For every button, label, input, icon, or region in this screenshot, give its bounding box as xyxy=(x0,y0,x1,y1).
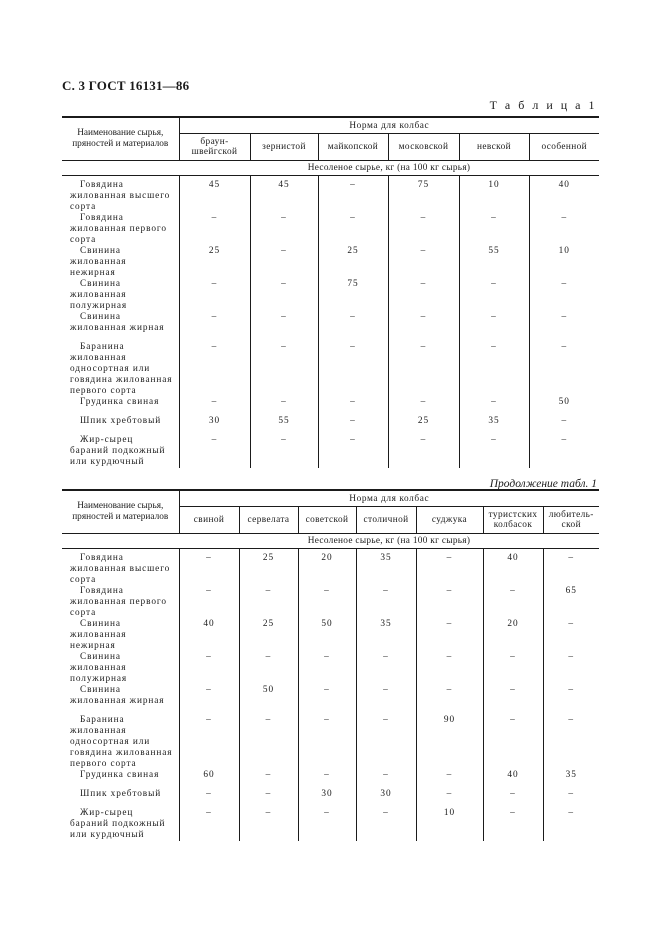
row-name: Грудинка свиная xyxy=(62,770,179,789)
name-column-header: Наименование сырья, пряностей и материалов xyxy=(62,490,179,534)
cell-value: 20 xyxy=(483,619,543,652)
cell-value: – xyxy=(483,586,543,619)
row-name: Свинина жилованная полужирная xyxy=(62,652,179,685)
cell-value: – xyxy=(179,586,239,619)
cell-value: – xyxy=(318,176,388,214)
cell-value: – xyxy=(250,397,318,416)
table-row xyxy=(62,652,599,685)
cell-value: – xyxy=(568,808,575,818)
cell-value: – xyxy=(239,789,298,808)
norm-header: Норма для колбас xyxy=(179,490,599,507)
cell-value: – xyxy=(459,279,529,312)
cell-value: – xyxy=(298,808,356,841)
cell-value: – xyxy=(388,213,459,246)
row-name: Свинина жилованная полужирная xyxy=(62,279,179,312)
cell-value: – xyxy=(356,715,416,770)
cell-value: – xyxy=(298,715,356,770)
row-name: Свинина жилованная жирная xyxy=(62,312,179,342)
cell-value: – xyxy=(356,685,416,715)
cell-value: – xyxy=(239,808,298,841)
row-name: Свинина жилованная жирная xyxy=(62,685,179,715)
cell-value: – xyxy=(416,619,483,652)
cell-value: 90 xyxy=(416,715,483,770)
cell-value: – xyxy=(318,397,388,416)
cell-value: – xyxy=(239,652,298,685)
row-name: Жир-сырец бараний подкожный или курдючный xyxy=(62,808,179,841)
cell-value: – xyxy=(298,586,356,619)
cell-value: – xyxy=(179,435,250,468)
cell-value: 65 xyxy=(565,586,577,596)
cell-value: 75 xyxy=(388,176,459,214)
table-1 xyxy=(62,116,599,468)
cell-value: – xyxy=(459,312,529,342)
cell-value: – xyxy=(250,435,318,468)
table-row xyxy=(62,808,599,841)
table-row xyxy=(62,435,599,468)
cell-value: – xyxy=(561,342,568,352)
column-header: особенной xyxy=(541,142,588,152)
cell-value: 25 xyxy=(318,246,388,279)
table-1-grid xyxy=(62,116,599,468)
subheader: Несоленое сырье, кг (на 100 кг сырья) xyxy=(179,534,599,549)
cell-value: – xyxy=(356,586,416,619)
cell-value: – xyxy=(239,586,298,619)
table-row xyxy=(62,715,599,770)
cell-value: – xyxy=(561,416,568,426)
table-row xyxy=(62,176,599,214)
column-header: майкопской xyxy=(318,134,388,161)
cell-value: 10 xyxy=(558,246,570,256)
cell-value: – xyxy=(561,213,568,223)
cell-value: – xyxy=(483,715,543,770)
cell-value: 75 xyxy=(318,279,388,312)
norm-header: Норма для колбас xyxy=(179,117,599,134)
row-name: Свинина жилованная нежирная xyxy=(62,246,179,279)
cell-value: – xyxy=(250,342,318,397)
cell-value: 40 xyxy=(558,180,570,190)
cell-value: 50 xyxy=(298,619,356,652)
cell-value: – xyxy=(318,213,388,246)
cell-value: – xyxy=(561,279,568,289)
cell-value: – xyxy=(179,685,239,715)
cell-value: – xyxy=(179,808,239,841)
cell-value: 35 xyxy=(356,549,416,587)
cell-value: – xyxy=(388,397,459,416)
cell-value: – xyxy=(318,416,388,435)
cell-value: – xyxy=(318,342,388,397)
cell-value: – xyxy=(298,652,356,685)
table-1-body xyxy=(62,176,599,469)
row-name: Грудинка свиная xyxy=(62,397,179,416)
cell-value: 25 xyxy=(239,549,298,587)
row-name: Свинина жилованная нежирная xyxy=(62,619,179,652)
cell-value: – xyxy=(179,342,250,397)
cell-value: – xyxy=(356,652,416,685)
table-row xyxy=(62,342,599,397)
cell-value: – xyxy=(483,808,543,841)
column-header: советской xyxy=(298,507,356,534)
cell-value: – xyxy=(179,397,250,416)
cell-value: 30 xyxy=(298,789,356,808)
table-row xyxy=(62,397,599,416)
column-header: свиной xyxy=(179,507,239,534)
cell-value: – xyxy=(416,586,483,619)
cell-value: – xyxy=(179,213,250,246)
table-row xyxy=(62,416,599,435)
continuation-label: Продолжение табл. 1 xyxy=(489,478,597,490)
cell-value: – xyxy=(459,435,529,468)
cell-value: – xyxy=(459,213,529,246)
cell-value: 25 xyxy=(388,416,459,435)
table-row xyxy=(62,549,599,587)
cell-value: – xyxy=(298,770,356,789)
cell-value: – xyxy=(356,808,416,841)
cell-value: – xyxy=(483,652,543,685)
cell-value: 35 xyxy=(459,416,529,435)
cell-value: 30 xyxy=(356,789,416,808)
column-header: браун- швейгской xyxy=(179,134,250,161)
cell-value: 60 xyxy=(179,770,239,789)
cell-value: 50 xyxy=(558,397,570,407)
table-row xyxy=(62,619,599,652)
name-column-header: Наименование сырья, пряностей и материалов xyxy=(62,117,179,161)
cell-value: 55 xyxy=(250,416,318,435)
table-row xyxy=(62,685,599,715)
cell-value: – xyxy=(568,789,575,799)
cell-value: 35 xyxy=(565,770,577,780)
cell-value: – xyxy=(388,312,459,342)
table-2-grid xyxy=(62,489,599,841)
table-row xyxy=(62,213,599,246)
cell-value: 40 xyxy=(179,619,239,652)
cell-value: – xyxy=(416,652,483,685)
cell-value: – xyxy=(561,435,568,445)
cell-value: – xyxy=(388,279,459,312)
row-name: Говядина жилованная высшего сорта xyxy=(62,176,179,214)
column-header: сервелата xyxy=(239,507,298,534)
column-header: столичной xyxy=(356,507,416,534)
row-name: Говядина жилованная первого сорта xyxy=(62,213,179,246)
table-row xyxy=(62,789,599,808)
cell-value: – xyxy=(250,279,318,312)
cell-value: – xyxy=(179,279,250,312)
cell-value: 35 xyxy=(356,619,416,652)
cell-value: – xyxy=(239,770,298,789)
cell-value: – xyxy=(250,213,318,246)
cell-value: 25 xyxy=(239,619,298,652)
cell-value: – xyxy=(416,789,483,808)
row-name: Шпик хребтовый xyxy=(62,789,179,808)
row-name: Баранина жилованная односортная или говядина жилованная первого сорта xyxy=(62,715,179,770)
table-label: Т а б л и ц а 1 xyxy=(489,98,597,112)
page-header: С. 3 ГОСТ 16131—86 xyxy=(62,78,190,93)
row-name: Говядина жилованная высшего сорта xyxy=(62,549,179,587)
cell-value: – xyxy=(318,312,388,342)
table-row xyxy=(62,312,599,342)
cell-value: – xyxy=(561,312,568,322)
cell-value: – xyxy=(298,685,356,715)
cell-value: – xyxy=(318,435,388,468)
cell-value: – xyxy=(179,789,239,808)
cell-value: 45 xyxy=(250,176,318,214)
row-name: Жир-сырец бараний подкожный или курдючный xyxy=(62,435,179,468)
cell-value: 45 xyxy=(179,176,250,214)
cell-value: – xyxy=(483,789,543,808)
cell-value: – xyxy=(179,652,239,685)
cell-value: – xyxy=(356,770,416,789)
table-2 xyxy=(62,489,599,841)
column-header: зернистой xyxy=(250,134,318,161)
cell-value: – xyxy=(239,715,298,770)
cell-value: – xyxy=(459,397,529,416)
table-2-body xyxy=(62,549,599,842)
table-row xyxy=(62,586,599,619)
cell-value: 40 xyxy=(483,549,543,587)
cell-value: – xyxy=(568,685,575,695)
subheader: Несоленое сырье, кг (на 100 кг сырья) xyxy=(179,161,599,176)
cell-value: – xyxy=(568,715,575,725)
cell-value: – xyxy=(416,685,483,715)
cell-value: – xyxy=(483,685,543,715)
column-header: московской xyxy=(388,134,459,161)
column-header: суджука xyxy=(416,507,483,534)
cell-value: – xyxy=(568,652,575,662)
cell-value: 10 xyxy=(459,176,529,214)
row-name: Баранина жилованная односортная или говядина жилованная первого сорта xyxy=(62,342,179,397)
cell-value: – xyxy=(459,342,529,397)
cell-value: – xyxy=(250,312,318,342)
cell-value: 25 xyxy=(179,246,250,279)
cell-value: – xyxy=(388,246,459,279)
cell-value: 55 xyxy=(459,246,529,279)
cell-value: – xyxy=(179,715,239,770)
table-row xyxy=(62,246,599,279)
column-header: невской xyxy=(459,134,529,161)
cell-value: – xyxy=(388,435,459,468)
cell-value: – xyxy=(388,342,459,397)
cell-value: – xyxy=(179,549,239,587)
cell-value: – xyxy=(416,770,483,789)
cell-value: – xyxy=(568,553,575,563)
row-name: Говядина жилованная первого сорта xyxy=(62,586,179,619)
column-header: туристских колбасок xyxy=(483,507,543,534)
cell-value: – xyxy=(416,549,483,587)
cell-value: 40 xyxy=(483,770,543,789)
column-header: любитель- ской xyxy=(548,510,594,530)
cell-value: 20 xyxy=(298,549,356,587)
cell-value: – xyxy=(568,619,575,629)
cell-value: – xyxy=(179,312,250,342)
cell-value: 50 xyxy=(239,685,298,715)
table-row xyxy=(62,770,599,789)
table-row xyxy=(62,279,599,312)
cell-value: 30 xyxy=(179,416,250,435)
cell-value: 10 xyxy=(416,808,483,841)
row-name: Шпик хребтовый xyxy=(62,416,179,435)
cell-value: – xyxy=(250,246,318,279)
